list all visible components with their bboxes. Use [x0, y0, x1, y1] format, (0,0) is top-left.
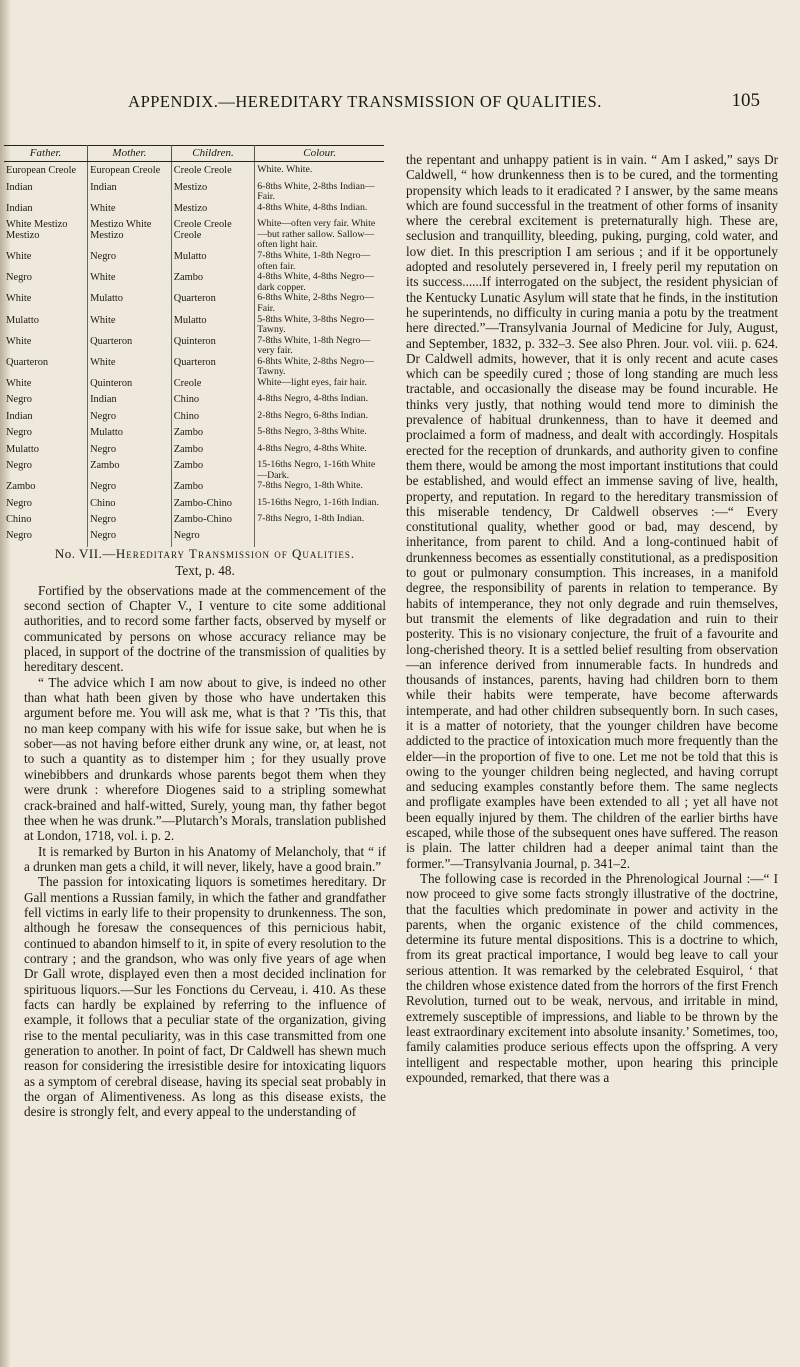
paragraph: The passion for intoxicating liquors is sometimes hereditary. Dr Gall mentions a Russian family, in which the father and grandfather fell victims in early life to their propensity to drunkenness. The son, although he foresaw the consequences of this pernicious habit, continued to abandon himself to it, in spite of every resolution to the contrary ; and the grandson, who was only five years of age when Dr Gall wrote, displayed even then a most decided inclination for spirituous liquors.—Sur les Fonctions du Cerveau, i. 410. As these facts can hardly be explained by referring to the influence of example, it follows that a peculiar state of the organization, giving rise to the mental peculiarity, was in this case transmitted from one generation to another. In point of fact, Dr Caldwell has shewn much reason for considering the irresistible desire for intoxicating liquors as a symptom of cerebral disease, having its special seat probably in the organ of Alimentiveness. As long as this disease exists, the desire is strongly felt, and every appeal to the understanding of	[24, 874, 386, 1120]
table-cell: Zambo	[171, 460, 255, 481]
table-header-row	[4, 146, 384, 162]
table-cell: 15-16ths Negro, 1-16th White—Dark.	[257, 459, 376, 481]
table-cell: 4-8ths White, 4-8ths Negro—dark copper.	[257, 271, 375, 293]
table-cell: Chino	[88, 498, 172, 514]
table-cell: European Creole	[4, 162, 88, 182]
table-cell: Chino	[4, 514, 88, 530]
page-number: 105	[731, 90, 760, 111]
text-reference: Text, p. 48.	[175, 563, 235, 579]
running-header	[60, 92, 760, 118]
table-row	[4, 460, 384, 481]
table-cell: Mulatto	[88, 427, 172, 443]
table-cell: Chino	[171, 411, 255, 427]
paragraph: the repentant and unhappy patient is in vain. “ Am I asked,” says Dr Caldwell, “ how drunkenness then is to be cured, and the tormenting propensity which leads to it eradicated ? I answer, by the same means which are found successful in the treatment of other forms of insanity where the cerebral excitement is preternaturally high. These are, seclusion and tranquillity, bleeding, puking, purging, cold water, and low diet. In this prescription I am serious ; and if it be opportunely adopted and resolutely persevered in, I freely peril my reputation on its success......If interrogated on the subject, the resident physician of the Kentucky Lunatic Asylum will state that he finds, in the institution he superintends, no difficulty in curing mania a potu by the treatment here directed.”—Transylvania Journal of Medicine for July, August, and September, 1832, p. 332–3. See also Phren. Jour. vol. viii. p. 624. Dr Caldwell admits, however, that it is only recent and acute cases which can be speedily cured ; those of long standing are much less tractable, and occasionally the disease may be found incurable. He thinks very justly, that nothing would tend more to diminish the prevalence of habitual drunkenness, than to have it deemed and proclaimed a form of madness, and dealt with accordingly. Hospitals erected for the reception of drunkards, and authority given to confine them there, would be among the most important institutions that could be established, and would effect an immense saving of live, health, property, and reputation. In regard to the hereditary transmission of this miserable tendency, Dr Caldwell observes :—“ Every constitutional quality, whether good or bad, may descend, by inheritance, from parent to child. And a long-continued habit of drunkenness becomes as essentially constitutional, as a predisposition to gout or pulmonary consumption. This increases, in a manifold degree, the responsibility of parents in relation to temperance. By habits of intemperance, they not only degrade and ruin themselves, but transmit the elements of like degradation and ruin to their posterity. This is no visionary conjecture, the fruit of a favourite and long-cherished theory. It is a settled belief resulting from observation—an inference derived from innumerable facts. In hundreds and thousands of instances, parents, having had children born to them while their habits were temperate, have become afterwards intemperate, and had other children subsequently born. In such cases, it is a matter of notoriety, that the younger children have become addicted to the practice of intoxication much more frequently than the elder—in the proportion of five to one. Let me not be told that this is owing to the younger children being neglected, and having corrupt and seducing examples constantly before them. The same neglects and profligate examples have been extended to all ; yet all have not been equally injured by them. The children of the earlier births have escaped, while those of the subsequent ones have suffered. The reason is plain. The latter children had a deeper animal taint than the former.”—Transylvania Journal, p. 341–2.	[406, 152, 778, 871]
table-cell: Zambo-Chino	[171, 514, 255, 530]
table-cell: Indian	[4, 411, 88, 427]
table-cell: Zambo	[171, 427, 255, 443]
table-row	[4, 357, 384, 378]
table-cell: White	[88, 357, 172, 378]
table-cell: 15-16ths Negro, 1-16th Indian.	[257, 496, 379, 508]
table-row	[4, 315, 384, 336]
column-header: Mother.	[88, 146, 172, 162]
table-cell: European Creole	[88, 162, 172, 182]
table-cell: Creole Creole Creole	[171, 219, 255, 251]
table-cell: White	[4, 251, 88, 272]
table-cell: Mulatto	[4, 444, 88, 460]
table-cell: 5-8ths White, 3-8ths Negro—Tawny.	[257, 313, 375, 336]
table-cell: White—light eyes, fair hair.	[257, 377, 367, 389]
table-row	[4, 394, 384, 410]
table-cell: Indian	[4, 203, 88, 219]
table-cell	[255, 530, 384, 546]
table-cell: Zambo	[171, 272, 255, 293]
table-cell: Negro	[4, 272, 88, 293]
table-cell: White	[4, 293, 88, 314]
section-heading	[24, 546, 386, 561]
column-header: Colour.	[255, 146, 384, 162]
table-cell: Negro	[4, 530, 88, 546]
table-cell: Negro	[88, 444, 172, 460]
table-cell: 5-8ths Negro, 3-8ths White.	[257, 426, 367, 438]
column-header: Father.	[4, 146, 88, 162]
table-cell: Negro	[4, 460, 88, 481]
table-cell: 7-8ths Negro, 1-8th White.	[257, 480, 363, 492]
table-row	[4, 378, 384, 394]
paragraph: It is remarked by Burton in his Anatomy of Melancholy, that “ if a drunken man gets a child, it will never, likely, have a good brain.”	[24, 843, 386, 874]
paragraph: The following case is recorded in the Phrenological Journal :—“ I now proceed to give some facts strongly illustrative of the doctrine, that the faculties which predominate in power and activity in the parents, when the organic existence of the child commences, determine its future mental dispositions. This is a doctrine to which, from its great practical importance, I would beg leave to call your serious attention. It was remarked by the celebrated Esquirol, ‘ that the children whose existence dated from the horrors of the first French Revolution, turned out to be weak, nervous, and irritable in mind, extremely susceptible of impressions, and liable to be thrown by the least extraordinary excitement into absolute insanity.’ Sometimes, too, family calamities produce serious effects upon the offspring. A very intelligent and respectable mother, upon hearing this principle expounded, remarked, that there was a	[406, 870, 778, 1085]
colour-table	[4, 145, 384, 547]
table-cell: 6-8ths White, 2-8ths Indian—Fair.	[257, 180, 375, 203]
table-cell: Zambo	[4, 481, 88, 497]
table-cell: Chino	[171, 394, 255, 410]
table-cell: Indian	[88, 394, 172, 410]
table-cell: 7-8ths White, 1-8th Negro—very fair.	[257, 334, 371, 357]
table-row	[4, 530, 384, 546]
table-cell: White—often very fair. White—but rather sallow. Sallow—often light hair.	[257, 218, 376, 251]
table-cell: Quarteron	[88, 336, 172, 357]
column-header: Children.	[171, 146, 255, 162]
table-cell: 4-8ths Negro, 4-8ths White.	[257, 442, 367, 454]
table-cell: White	[88, 315, 172, 336]
table-row	[4, 427, 384, 443]
table-row	[4, 514, 384, 530]
table-cell: 7-8ths Negro, 1-8th Indian.	[257, 513, 365, 524]
table-cell: White Mestizo Mestizo	[4, 219, 88, 251]
table-cell: Quarteron	[171, 293, 255, 314]
table-row	[4, 251, 384, 272]
table-cell: Mestizo	[171, 182, 255, 203]
table-cell: Quinteron	[88, 378, 172, 394]
table-cell: 4-8ths Negro, 4-8ths Indian.	[257, 393, 369, 405]
table-cell: Mulatto	[171, 251, 255, 272]
table-cell: 2-8ths Negro, 6-8ths Indian.	[257, 409, 369, 421]
table-cell: 4-8ths White, 4-8ths Indian.	[257, 201, 368, 213]
table-cell: Negro	[88, 481, 172, 497]
table-cell: Indian	[88, 182, 172, 203]
table-cell: Creole Creole	[171, 162, 255, 182]
table-cell: Mulatto	[4, 315, 88, 336]
table-row	[4, 481, 384, 497]
paragraph: Fortified by the observations made at the commencement of the second section of Chapter V., I venture to cite some additional authorities, and to record some farther facts, observed by myself or communicated by persons on whose accuracy reliance may be placed, in support of the doctrine of the transmission of qualities by hereditary descent.	[24, 582, 386, 675]
table-cell: Negro	[4, 498, 88, 514]
section-number: No. VII.—	[54, 546, 116, 561]
table-cell: 6-8hts White, 2-8ths Negro—Tawny.	[257, 355, 375, 378]
table-cell: Mulatto	[88, 293, 172, 314]
table-cell: Zambo-Chino	[171, 498, 255, 514]
table-cell: Mulatto	[171, 315, 255, 336]
table-cell: Negro	[4, 427, 88, 443]
table-cell: Zambo	[171, 444, 255, 460]
table-cell: Negro	[88, 514, 172, 530]
table-cell: White	[4, 336, 88, 357]
table-cell: Zambo	[88, 460, 172, 481]
table-cell: Quinteron	[171, 336, 255, 357]
table-row	[4, 203, 384, 219]
table-body	[4, 162, 384, 547]
table-cell: 6-8ths White, 2-8ths Negro—Fair.	[257, 292, 375, 314]
table-row	[4, 272, 384, 293]
table-row	[4, 293, 384, 314]
table-cell: White	[88, 203, 172, 219]
table-row	[4, 219, 384, 251]
table-cell: Zambo	[171, 481, 255, 497]
table-cell: Negro	[171, 530, 255, 546]
header-title: APPENDIX.—HEREDITARY TRANSMISSION OF QUALITIES.	[128, 92, 602, 111]
table-cell: Quarteron	[4, 357, 88, 378]
right-column	[406, 152, 778, 1085]
table-cell: Negro	[88, 530, 172, 546]
table-cell: Mestizo White Mestizo	[88, 219, 172, 251]
table-row	[4, 411, 384, 427]
table-cell: Negro	[4, 394, 88, 410]
table-cell: Creole	[171, 378, 255, 394]
table-row	[4, 162, 384, 182]
table-row	[4, 498, 384, 514]
table-cell: Indian	[4, 182, 88, 203]
left-column	[24, 546, 386, 1120]
table-row	[4, 336, 384, 357]
table-cell: White	[4, 378, 88, 394]
paragraph: “ The advice which I am now about to give, is indeed no other than what hath been given by those who have undertaken this argument before me. You will ask me, what is that ? ’Tis this, that no man keep company with his wife for issue sake, but when he is sober—as not having before either drunk any wine, or, at least, not to such a quantity as to distemper him ; for they usually prove winebibbers and drunkards whose parents begot them when they were drunk : wherefore Diogenes said to a stripling somewhat crack-brained and half-witted, Surely, young man, thy father begot thee when he was drunk.”—Plutarch’s Morals, translation published at London, 1718, vol. i. p. 2.	[24, 674, 386, 844]
table-cell: Quarteron	[171, 357, 255, 378]
table-cell: 7-8ths White, 1-8th Negro—often fair.	[257, 249, 371, 272]
table-cell: Negro	[88, 411, 172, 427]
table-cell: Negro	[88, 251, 172, 272]
table-cell: White. White.	[257, 164, 313, 176]
table-cell: Mestizo	[171, 203, 255, 219]
section-title: Hereditary Transmission of Qualities.	[115, 546, 356, 561]
table-row	[4, 182, 384, 203]
table-row	[4, 444, 384, 460]
table-cell: White	[88, 272, 172, 293]
